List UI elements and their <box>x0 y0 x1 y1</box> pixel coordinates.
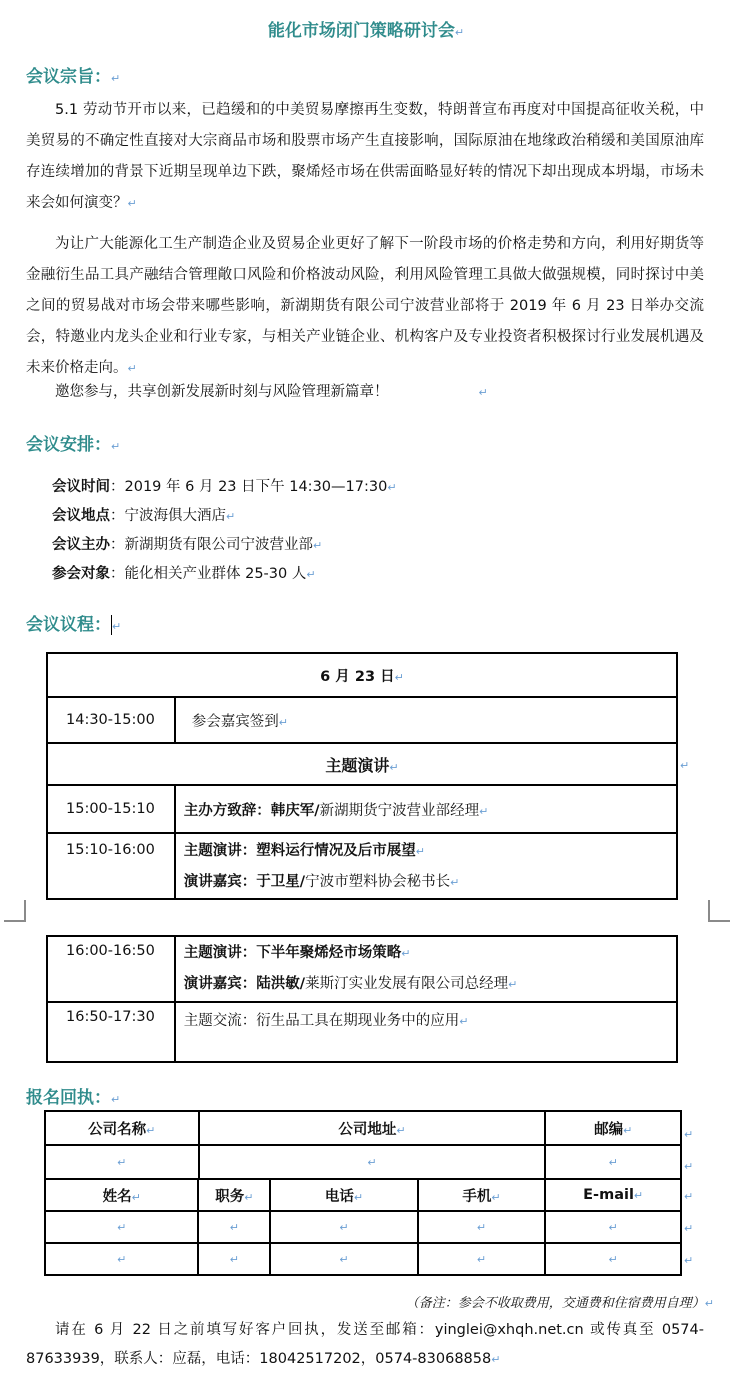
section-heading-agenda: 会议议程：↵ <box>26 615 122 635</box>
agenda-time: 15:00-15:10 <box>47 785 175 833</box>
name-field[interactable]: ↵ <box>45 1243 198 1275</box>
mobile-field[interactable]: ↵ <box>418 1243 546 1275</box>
paragraph-mark-icon: ↵ <box>111 1093 121 1106</box>
registration-company-table <box>44 1110 682 1180</box>
paragraph-mark-icon: ↵ <box>478 386 488 399</box>
agenda-item: 主题交流：衍生品工具在期现业务中的应用↵ <box>175 1002 677 1062</box>
position-header: 职务↵ <box>198 1179 270 1211</box>
arrangement-audience: 参会对象：能化相关产业群体 25-30 人↵ <box>52 566 316 582</box>
mobile-header: 手机↵ <box>418 1179 546 1211</box>
company-address-header: 公司地址↵ <box>199 1111 546 1145</box>
company-address-field[interactable]: ↵ <box>199 1145 546 1179</box>
company-name-field[interactable]: ↵ <box>45 1145 199 1179</box>
purpose-paragraph-3: 邀您参与，共享创新发展新时刻与风险管理新篇章！ ↵ <box>55 384 488 400</box>
purpose-paragraph-2: 为让广大能源化工生产制造企业及贸易企业更好了解下一阶段市场的价格走势和方向，利用好期货等金融衍生品工具产融结合管理敞口风险和价格波动风险，利用风险管理工具做大做强规模，同时探讨中美之间的贸易战对市场会带来哪些影响，新湖期货有限公司宁波营业部将于 2019 年 6 月 23 日举办交流会，特邀业内龙头企业和行业专家，与相关产业链企业、机构客户及专业投资者积极探讨行业发展机遇及未来价格走向。↵ <box>26 236 704 376</box>
name-field[interactable]: ↵ <box>45 1211 198 1243</box>
paragraph-mark-icon: ↵ <box>226 510 236 523</box>
agenda-time: 16:50-17:30 <box>47 1002 175 1062</box>
arrangement-host: 会议主办：新湖期货有限公司宁波营业部↵ <box>52 537 323 553</box>
arrangement-location: 会议地点：宁波海俱大酒店↵ <box>52 508 236 524</box>
row-end-mark-icon: ↵ <box>684 1128 694 1141</box>
agenda-table-part1 <box>46 652 678 900</box>
phone-header: 电话↵ <box>270 1179 417 1211</box>
position-field[interactable]: ↵ <box>198 1243 270 1275</box>
mobile-field[interactable]: ↵ <box>418 1211 546 1243</box>
agenda-section-header: 主题演讲↵ <box>47 743 677 785</box>
agenda-time: 16:00-16:50 <box>47 936 175 1002</box>
phone-field[interactable]: ↵ <box>270 1243 417 1275</box>
arrangement-time: 会议时间：2019 年 6 月 23 日下午 14:30—17:30↵ <box>52 479 397 495</box>
paragraph-mark-icon: ↵ <box>454 26 465 39</box>
agenda-table-part2 <box>46 935 678 1063</box>
phone-field[interactable]: ↵ <box>270 1211 417 1243</box>
note-text: （备注：参会不收取费用，交通费和住宿费用自理）↵ <box>405 1296 714 1311</box>
company-name-header: 公司名称↵ <box>45 1111 199 1145</box>
agenda-item: 主题演讲：塑料运行情况及后市展望↵ 演讲嘉宾：于卫星/宁波市塑料协会秘书长↵ <box>175 833 677 899</box>
section-heading-registration: 报名回执：↵ <box>26 1088 121 1108</box>
paragraph-mark-icon: ↵ <box>306 568 316 581</box>
agenda-time: 14:30-15:00 <box>47 697 175 743</box>
footer-instruction: 请在 6 月 22 日之前填写好客户回执，发送至邮箱：yinglei@xhqh.net.cn 或传真至 0574-87633939，联系人：应磊，电话：18042517202，0574-83068858↵ <box>26 1322 704 1367</box>
purpose-paragraph-1: 5.1 劳动节开市以来，已趋缓和的中美贸易摩擦再生变数，特朗普宣布再度对中国提高征收关税，中美贸易的不确定性直接对大宗商品市场和股票市场产生直接影响，国际原油在地缘政治稍缓和美国原油库存连续增加的背景下近期呈现单边下跌，聚烯烃市场在供需面略显好转的情况下却出现成本坍塌，市场未来会如何演变？↵ <box>26 102 704 211</box>
paragraph-mark-icon: ↵ <box>387 481 397 494</box>
paragraph-mark-icon: ↵ <box>112 620 122 633</box>
name-header: 姓名↵ <box>45 1179 198 1211</box>
page-corner-icon <box>708 900 730 922</box>
row-end-mark-icon: ↵ <box>680 759 690 772</box>
row-end-mark-icon: ↵ <box>684 1190 694 1203</box>
row-end-mark-icon: ↵ <box>684 1222 694 1235</box>
row-end-mark-icon: ↵ <box>684 1254 694 1267</box>
paragraph-mark-icon: ↵ <box>111 440 121 453</box>
agenda-date-header: 6 月 23 日↵ <box>47 653 677 697</box>
position-field[interactable]: ↵ <box>198 1211 270 1243</box>
email-header: E-mail↵ <box>545 1179 681 1211</box>
paragraph-mark-icon: ↵ <box>111 72 121 85</box>
registration-person-table <box>44 1178 682 1276</box>
paragraph-mark-icon: ↵ <box>127 197 137 210</box>
agenda-time: 15:10-16:00 <box>47 833 175 899</box>
page-break <box>0 903 732 933</box>
agenda-item: 参会嘉宾签到↵ <box>175 697 677 743</box>
section-heading-arrangement: 会议安排：↵ <box>26 435 121 455</box>
row-end-mark-icon: ↵ <box>684 1160 694 1173</box>
page-title: 能化市场闭门策略研讨会↵ <box>267 21 465 41</box>
page-corner-icon <box>4 900 26 922</box>
section-heading-purpose: 会议宗旨：↵ <box>26 67 121 87</box>
email-field[interactable]: ↵ <box>545 1211 681 1243</box>
postcode-field[interactable]: ↵ <box>545 1145 681 1179</box>
email-field[interactable]: ↵ <box>545 1243 681 1275</box>
paragraph-mark-icon: ↵ <box>313 539 323 552</box>
agenda-item: 主办方致辞：韩庆军/新湖期货宁波营业部经理↵ <box>175 785 677 833</box>
paragraph-mark-icon: ↵ <box>127 362 137 375</box>
agenda-item: 主题演讲：下半年聚烯烃市场策略↵ 演讲嘉宾：陆洪敏/莱斯汀实业发展有限公司总经理↵ <box>175 936 677 1002</box>
postcode-header: 邮编↵ <box>545 1111 681 1145</box>
